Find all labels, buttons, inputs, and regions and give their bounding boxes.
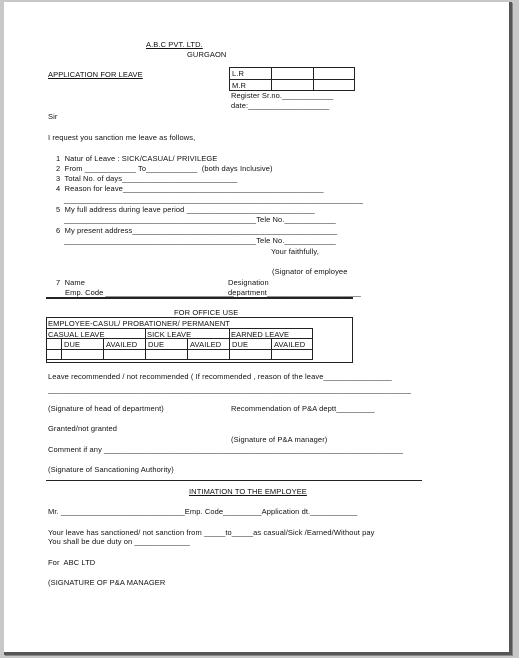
intimation-divider — [46, 480, 422, 481]
earned-leave-header: EARNED LEAVE — [231, 330, 290, 339]
item-designation: Designation — [228, 278, 269, 287]
recommendation-line: Leave recommended / not recommended ( If recommended , reason of the leave________________ — [48, 372, 392, 381]
item-emp-code: Emp. Code ______________________________ — [65, 288, 234, 297]
recommendation-line2: _____________________________________________________________________________________ — [48, 385, 412, 394]
section-divider — [46, 297, 353, 299]
casual-leave-header: CASUAL LEAVE — [48, 330, 105, 339]
intimation-title: INTIMATION TO THE EMPLOYEE — [189, 487, 307, 496]
lr-label: L.R — [232, 69, 244, 78]
item-reason: 4 Reason for leave_______________________________________________ — [56, 184, 324, 193]
item-from-to: 2 From ____________ To____________ (both days Inclusive) — [56, 164, 273, 173]
casual-availed-header: AVAILED — [106, 340, 138, 349]
mr-label: M.R — [232, 81, 247, 90]
item-total-days: 3 Total No. of days___________________________ — [56, 174, 238, 183]
closing-faithfully: Your faithfully, — [271, 247, 319, 256]
granted-label: Granted/not granted — [48, 424, 118, 433]
intimation-leave-line: Your leave has sanctioned/ not sanction from _____to_____as casual/Sick /Earned/Without pay — [48, 528, 375, 537]
item-name: 7 Name — [56, 278, 86, 287]
pa-signature-label: (Signature of P&A manager) — [231, 435, 328, 444]
item-full-address: 5 My full address during leave period ______________________________ — [56, 205, 315, 214]
employee-signature-label: (Signator of employee — [272, 267, 348, 276]
for-company: For ABC LTD — [48, 558, 96, 567]
ref-date: date:___________________ — [231, 101, 330, 110]
sick-due-header: DUE — [148, 340, 165, 349]
intimation-duty-line: You shall be due duty on _____________ — [48, 537, 190, 546]
intimation-mr-line: Mr. _____________________________Emp. Code_________Application dt.___________ — [48, 507, 358, 516]
sick-leave-header: SICK LEAVE — [147, 330, 192, 339]
item-full-address-line2: _____________________________________________Tele No.____________ — [64, 215, 336, 224]
office-use-title: FOR OFFICE USE — [174, 308, 239, 317]
comment-line: Comment if any ______________________________________________________________________ — [48, 445, 404, 454]
casual-due-header: DUE — [64, 340, 81, 349]
salutation: Sir — [48, 112, 58, 121]
register-serial: Register Sr.no.____________ — [231, 91, 334, 100]
earned-due-header: DUE — [232, 340, 249, 349]
authority-signature-label: (Signature of Sancationing Authority) — [48, 465, 174, 474]
earned-availed-header: AVAILED — [274, 340, 306, 349]
pa-manager-signature: (SIGNATURE OF P&A MANAGER — [48, 578, 166, 587]
item-present-address: 6 My present address________________________________________________ — [56, 226, 338, 235]
sick-availed-header: AVAILED — [190, 340, 222, 349]
form-page — [4, 2, 512, 655]
intro-text: I request you sanction me leave as follows, — [48, 133, 196, 142]
item-present-address-line2: _____________________________________________Tele No.____________ — [64, 236, 336, 245]
head-signature-label: (Signature of head of department) — [48, 404, 164, 413]
form-title: APPLICATION FOR LEAVE — [48, 70, 143, 79]
company-name: A.B.C PVT. LTD. — [146, 40, 203, 49]
item-reason-line2: ______________________________________________________________________ — [64, 195, 363, 204]
item-nature-of-leave: 1 Natur of Leave : SICK/CASUAL/ PRIVILEGE — [56, 154, 218, 163]
company-city: GURGAON — [187, 50, 227, 59]
pa-recommendation: Recommendation of P&A deptt_________ — [231, 404, 375, 413]
item-department: department______________________ — [228, 288, 361, 297]
employee-category: EMPLOYEE-CASUL/ PROBATIONER/ PERMANENT — [48, 319, 231, 328]
